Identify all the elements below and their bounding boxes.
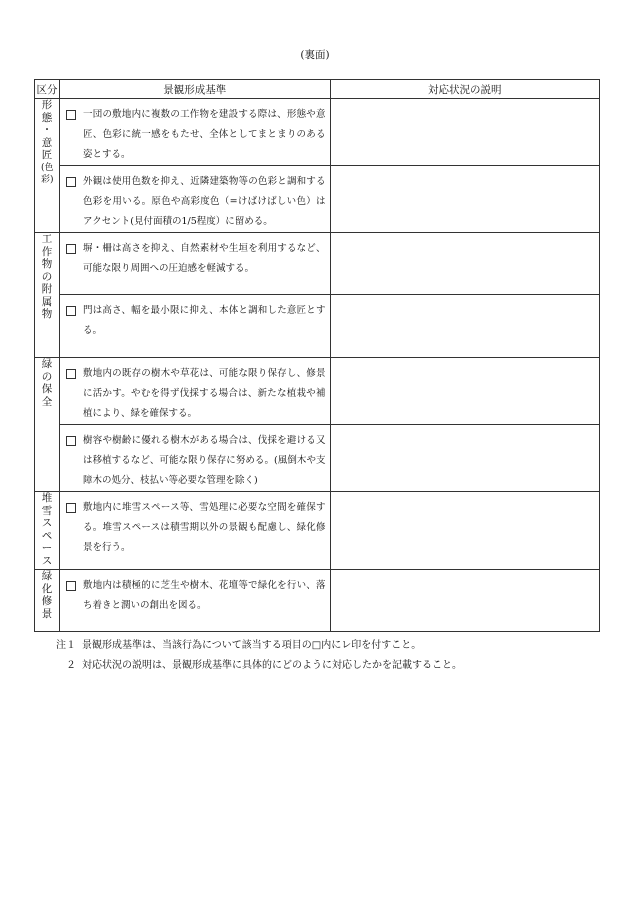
table-row <box>35 425 600 492</box>
criterion-text: 外観は使用色数を抑え、近隣建築物等の色彩と調和する色彩を用いる。原色や高彩度色（=けばけばしい色）はアクセント(見付面積の1/5程度）に留める。 <box>83 176 326 227</box>
header-response: 対応状況の説明 <box>330 80 600 99</box>
header-category: 区分 <box>35 80 60 99</box>
category-accessories <box>35 233 60 358</box>
criterion-checkbox[interactable] <box>66 177 76 187</box>
criterion-cell <box>60 99 330 166</box>
note-text: 対応状況の説明は、景観形成基準に具体的にどのように対応したかを記載すること。 <box>82 660 462 671</box>
category-char: 緑 <box>41 358 53 370</box>
page-header: (裏面) <box>300 49 330 61</box>
response-field[interactable] <box>330 358 600 425</box>
category-char: 意 <box>41 136 53 149</box>
criterion-text: 門は高さ、幅を最小限に抑え、本体と調和した意匠とする。 <box>83 305 326 336</box>
category-char: ー <box>41 542 53 554</box>
criterion-checkbox[interactable] <box>66 244 76 254</box>
criterion-cell <box>60 570 330 632</box>
category-form-design <box>35 99 60 233</box>
criterion-text: 敷地内に堆雪スペース等、雪処理に必要な空間を確保する。堆雪スペースは積雪期以外の景観も配慮し、緑化修景を行う。 <box>83 502 326 553</box>
category-char: ス <box>41 517 53 529</box>
criterion-cell <box>60 233 330 295</box>
table-header-row <box>35 80 600 99</box>
category-green-preservation <box>35 358 60 492</box>
category-char: 全 <box>41 395 53 408</box>
criterion-cell <box>60 358 330 425</box>
criterion-checkbox[interactable] <box>66 436 76 446</box>
note-text: 景観形成基準は、当該行為について該当する項目の□内にレ印を付すこと。 <box>82 640 422 651</box>
note-item <box>38 636 598 656</box>
category-char: の <box>41 370 53 383</box>
landscape-criteria-table <box>34 79 600 632</box>
table-row <box>35 99 600 166</box>
criterion-cell <box>60 166 330 233</box>
note-item <box>38 656 598 676</box>
response-field[interactable] <box>330 233 600 295</box>
category-char: 保 <box>41 383 53 395</box>
table-row <box>35 492 600 570</box>
criterion-checkbox[interactable] <box>66 581 76 591</box>
table-row <box>35 570 600 632</box>
criterion-checkbox[interactable] <box>66 369 76 379</box>
category-char: 附 <box>41 283 53 295</box>
criterion-text: 樹容や樹齢に優れる樹木がある場合は、伐採を避ける又は移植するなど、可能な限り保存に努める。(風倒木や支障木の処分、枝払い等必要な管理を除く) <box>83 435 326 486</box>
category-char: 緑 <box>41 570 53 582</box>
category-char: の <box>41 270 53 283</box>
criterion-checkbox[interactable] <box>66 110 76 120</box>
category-char: 態 <box>41 111 53 124</box>
category-char: 化 <box>41 582 53 595</box>
notes <box>38 636 598 676</box>
response-field[interactable] <box>330 99 600 166</box>
note-number: ２ <box>66 660 76 671</box>
category-char: 工 <box>41 233 53 245</box>
category-char: 形 <box>41 99 53 111</box>
category-char: 修 <box>41 595 53 607</box>
category-char: ・ <box>41 124 53 136</box>
criterion-text: 一団の敷地内に複数の工作物を建設する際は、形態や意匠、色彩に統一感をもたせ、全体としてまとまりのある姿とする。 <box>83 109 326 160</box>
criterion-checkbox[interactable] <box>66 306 76 316</box>
note-number: 注１ <box>56 640 76 651</box>
response-field[interactable] <box>330 425 600 492</box>
category-char: (色彩) <box>41 162 54 185</box>
category-char: 作 <box>41 245 53 258</box>
response-field[interactable] <box>330 570 600 632</box>
category-snow-space <box>35 492 60 570</box>
table-row <box>35 295 600 358</box>
criterion-cell <box>60 492 330 570</box>
category-char: 物 <box>41 258 53 270</box>
criterion-text: 塀・柵は高さを抑え、自然素材や生垣を利用するなど、可能な限り周囲への圧迫感を軽減する。 <box>83 243 326 274</box>
category-greening <box>35 570 60 632</box>
response-field[interactable] <box>330 166 600 233</box>
response-field[interactable] <box>330 295 600 358</box>
criterion-cell <box>60 425 330 492</box>
category-char: 堆 <box>41 492 53 504</box>
category-char: 雪 <box>41 504 53 517</box>
criterion-cell <box>60 295 330 358</box>
criterion-text: 敷地内は積極的に芝生や樹木、花壇等で緑化を行い、落ち着きと潤いの創出を図る。 <box>83 580 326 611</box>
category-char: ペ <box>41 529 53 542</box>
table-row <box>35 358 600 425</box>
category-char: 物 <box>41 308 53 320</box>
table-row <box>35 233 600 295</box>
category-char: 景 <box>41 607 53 620</box>
response-field[interactable] <box>330 492 600 570</box>
header-criteria: 景観形成基準 <box>60 80 330 99</box>
category-char: ス <box>41 554 53 567</box>
category-char: 属 <box>41 295 53 308</box>
criterion-checkbox[interactable] <box>66 503 76 513</box>
table-row <box>35 166 600 233</box>
criterion-text: 敷地内の既存の樹木や草花は、可能な限り保存し、修景に活かす。やむを得ず伐採する場合は、新たな植栽や補植により、緑を確保する。 <box>83 368 326 419</box>
category-char: 匠 <box>41 149 53 161</box>
